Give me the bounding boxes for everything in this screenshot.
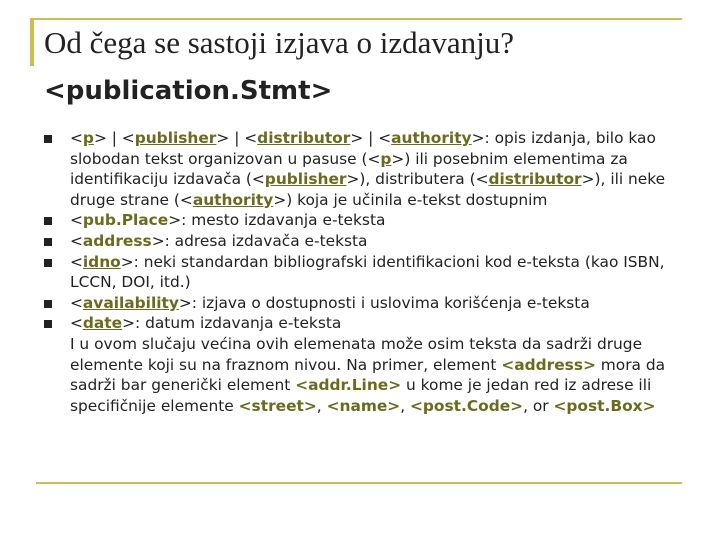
text-fragment: < xyxy=(70,211,83,230)
element-tag-name: <post.Box> xyxy=(553,396,656,415)
square-bullet-icon xyxy=(44,217,52,225)
text-fragment: >) koja je učinila e-tekst dostupnim xyxy=(273,190,548,209)
paragraph-text xyxy=(70,335,665,415)
text-fragment: > | < xyxy=(93,129,135,147)
text-fragment: >: datum izdavanja e-teksta xyxy=(122,314,342,333)
list-item-pub-place xyxy=(44,210,694,231)
element-tag-name: p xyxy=(82,129,94,147)
text-fragment: < xyxy=(70,252,83,271)
text-fragment: > | < xyxy=(350,129,392,147)
element-tag-name: authority xyxy=(391,129,472,147)
item-text xyxy=(70,294,590,312)
square-bullet-icon xyxy=(44,300,52,308)
element-tag-name: address xyxy=(82,231,152,250)
text-fragment: >: mesto izdavanja e-teksta xyxy=(168,211,386,230)
element-tag-name: publisher xyxy=(134,129,217,147)
element-tag-name: idno xyxy=(82,252,121,271)
list-item-address xyxy=(44,231,694,252)
element-tag-name: <street> xyxy=(238,396,317,415)
element-tag-name: distributor xyxy=(488,170,582,189)
list-item-availability xyxy=(44,293,694,314)
text-fragment: >), distributera (< xyxy=(346,170,489,189)
text-fragment: >) ili posebnim elementima za identifikaciju izdavača (< xyxy=(70,149,628,189)
element-tag-name: pub.Place xyxy=(82,211,169,230)
text-fragment: u kome je jedan red iz adrese ili specifičnije elemente xyxy=(70,376,652,415)
text-fragment: < xyxy=(70,314,83,333)
slide-subtitle: <publication.Stmt> xyxy=(44,76,333,106)
text-fragment: > | < xyxy=(216,129,258,147)
item-text xyxy=(70,314,341,332)
element-tag-name: availability xyxy=(82,293,179,312)
bottom-rule xyxy=(36,482,682,484)
text-fragment: < xyxy=(70,293,83,312)
item-text xyxy=(70,211,385,229)
text-fragment: >: neki standardan bibliografski identifikacioni kod e-teksta (kao ISBN, LCCN, DOI, itd.) xyxy=(70,252,665,292)
element-tag-name: publisher xyxy=(264,170,347,189)
square-bullet-icon xyxy=(44,320,52,328)
element-tag-name: <name> xyxy=(326,396,401,415)
text-fragment: , or xyxy=(523,396,554,415)
list-item-date xyxy=(44,313,694,334)
element-tag-name: authority xyxy=(192,190,274,209)
top-rule xyxy=(30,18,682,20)
text-fragment: >), ili neke druge strane (< xyxy=(70,170,666,209)
text-fragment: < xyxy=(70,231,83,250)
item-text xyxy=(70,129,665,209)
item-text xyxy=(70,253,665,292)
text-fragment: mora da sadrži bar generički element xyxy=(70,355,666,395)
element-tag-name: <addr.Line> xyxy=(295,376,402,395)
left-accent-bar xyxy=(30,18,34,66)
square-bullet-icon xyxy=(44,238,52,246)
text-fragment: >: opis izdanja, bilo kao slobodan tekst organizovan u pasuse (< xyxy=(70,129,656,168)
list-item-p-publisher-distributor-authority xyxy=(44,128,694,210)
element-tag-name: distributor xyxy=(257,129,351,147)
square-bullet-icon xyxy=(44,135,52,143)
slide-title: Od čega se sastoji izjava o izdavanju? xyxy=(44,25,514,60)
continuation-paragraph xyxy=(44,334,694,416)
element-tag-name: p xyxy=(380,149,392,168)
text-fragment: >: adresa izdavača e-teksta xyxy=(151,231,368,250)
item-text xyxy=(70,232,367,250)
element-tag-name: <post.Code> xyxy=(410,396,524,415)
text-fragment: I u ovom slučaju većina ovih elemenata može osim teksta da sadrži druge elemente koji su na fraznom nivou. Na primer, element xyxy=(70,334,643,374)
element-tag-name: <address> xyxy=(501,355,596,374)
list-item-idno xyxy=(44,252,694,293)
text-fragment: , xyxy=(316,396,327,415)
element-tag-name: date xyxy=(82,314,123,333)
bullet-list xyxy=(44,128,694,416)
text-fragment: >: izjava o dostupnosti i uslovima korišćenja e-teksta xyxy=(178,293,590,312)
text-fragment: , xyxy=(400,396,410,415)
square-bullet-icon xyxy=(44,259,52,267)
text-fragment: < xyxy=(70,129,83,147)
